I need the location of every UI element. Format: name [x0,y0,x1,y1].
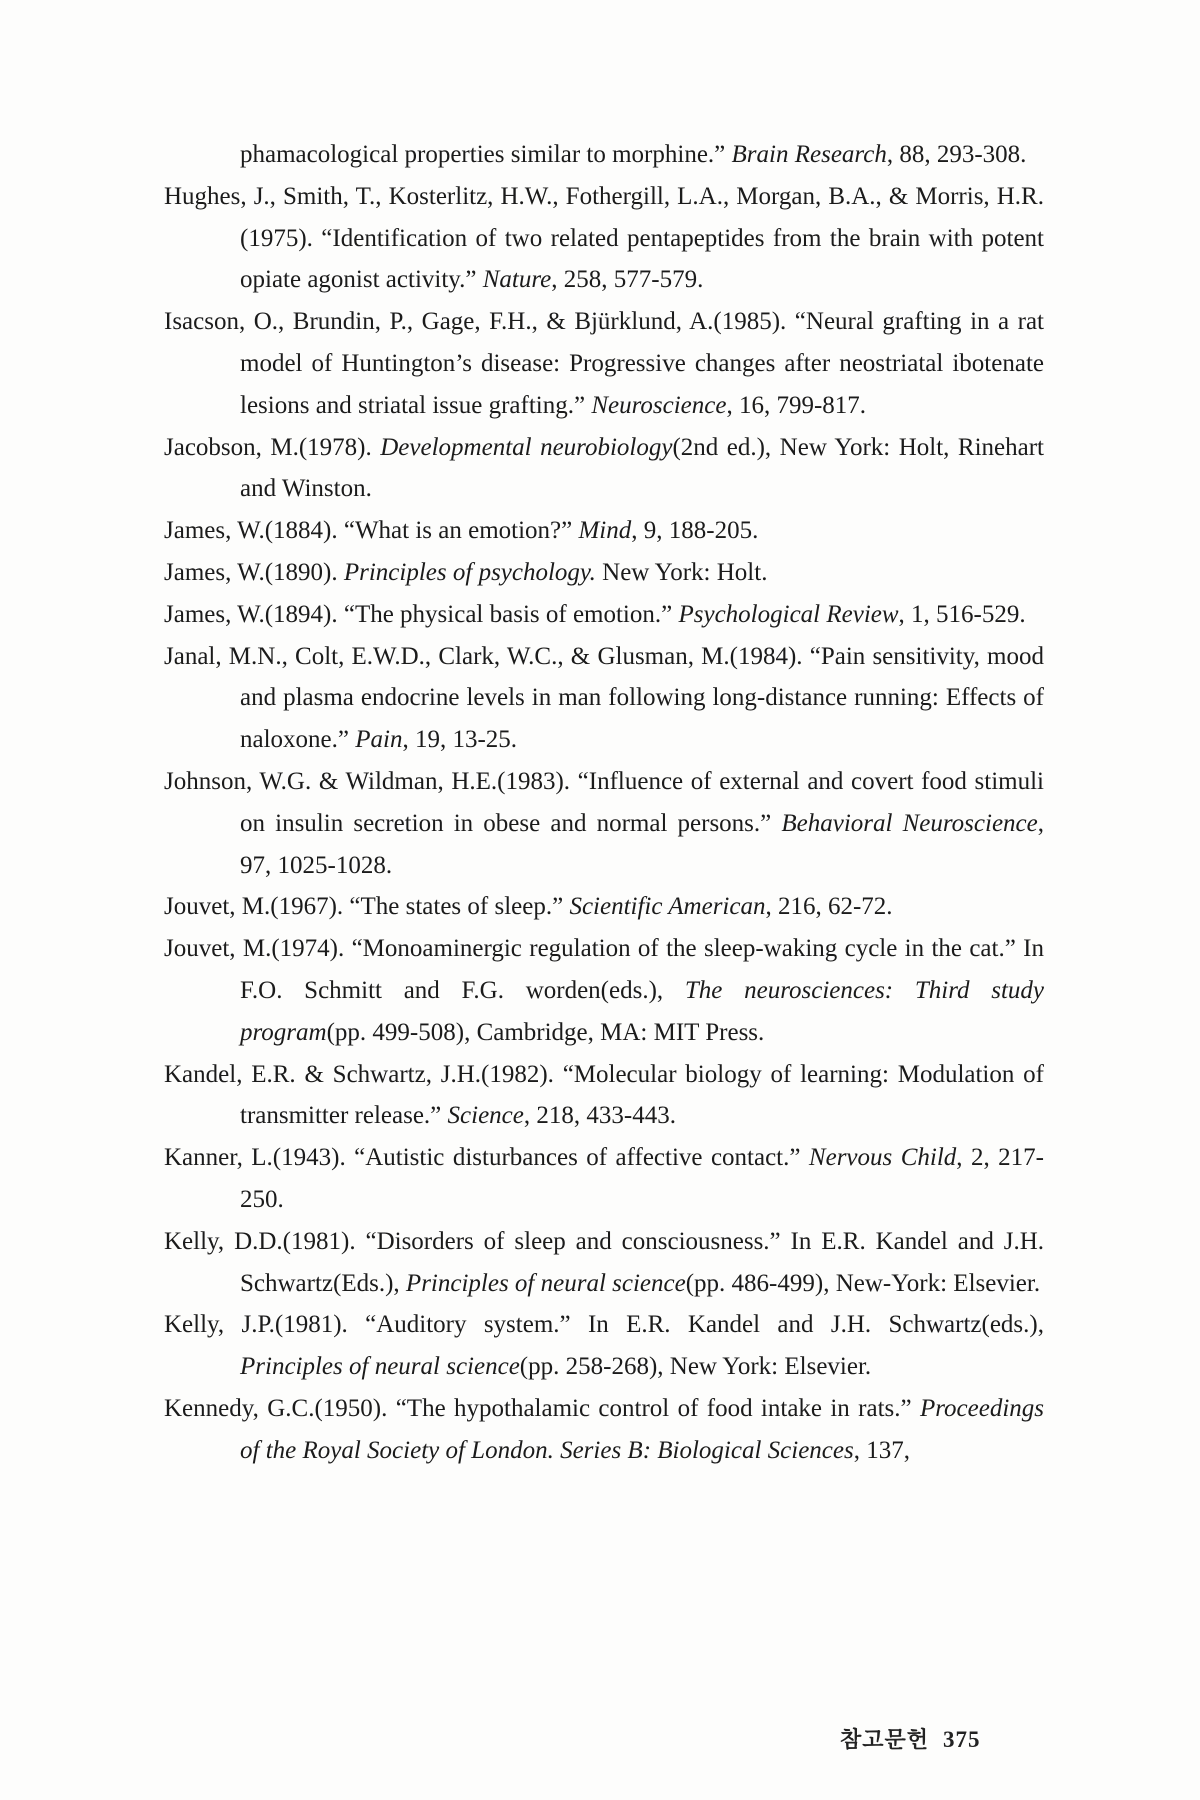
reference-entry: Kelly, J.P.(1981). “Auditory system.” In E.R. Kandel and J.H. Schwartz(eds.), Principles of neural science(pp. 258-268), New York: Elsevier. [164,1311,1044,1381]
reference-entry: Johnson, W.G. & Wildman, H.E.(1983). “Influence of external and covert food stimuli on insulin secretion in obese and normal persons.” Behavioral Neuroscience, 97, 1025-1028. [164,767,1044,879]
reference-entry: Kelly, D.D.(1981). “Disorders of sleep and consciousness.” In E.R. Kandel and J.H. Schwartz(Eds.), Principles of neural science(pp. 486-499), New-York: Elsevier. [164,1227,1044,1297]
reference-list [164,134,1044,1472]
reference-entry: Kandel, E.R. & Schwartz, J.H.(1982). “Molecular biology of learning: Modulation of transmitter release.” Science, 218, 433-443. [164,1060,1044,1130]
reference-entry: Janal, M.N., Colt, E.W.D., Clark, W.C., & Glusman, M.(1984). “Pain sensitivity, mood and plasma endocrine levels in man following long-distance running: Effects of naloxone.” Pain, 19, 13-25. [164,642,1044,754]
reference-entry: Kanner, L.(1943). “Autistic disturbances of affective contact.” Nervous Child, 2, 217-250. [164,1144,1044,1213]
reference-entry: James, W.(1890). Principles of psychology. New York: Holt. [164,558,768,586]
reference-entry: Hughes, J., Smith, T., Kosterlitz, H.W., Fothergill, L.A., Morgan, B.A., & Morris, H.R.(1975). “Identification of two related pentapeptides from the brain with potent opiate agonist activity.” Nature, 258, 577-579. [164,182,1044,294]
reference-entry: phamacological properties similar to morphine.” Brain Research, 88, 293-308. [240,141,1027,168]
reference-entry: Jacobson, M.(1978). Developmental neurobiology(2nd ed.), New York: Holt, Rinehart and Winston. [164,433,1044,503]
reference-entry: Jouvet, M.(1974). “Monoaminergic regulation of the sleep-waking cycle in the cat.” In F.O. Schmitt and F.G. worden(eds.), The neurosciences: Third study program(pp. 499-508), Cambridge, MA: MIT Press. [164,935,1045,1046]
page-number: 375 [943,1727,981,1752]
section-title: 참고문헌 [840,1728,930,1753]
reference-entry: James, W.(1894). “The physical basis of emotion.” Psychological Review, 1, 516-529. [164,600,1026,628]
reference-entry: Kennedy, G.C.(1950). “The hypothalamic control of food intake in rats.” Proceedings of the Royal Society of London. Series B: Biological Sciences, 137, [164,1394,1044,1464]
reference-entry: James, W.(1884). “What is an emotion?” Mind, 9, 188-205. [164,517,759,545]
reference-entry: Jouvet, M.(1967). “The states of sleep.” Scientific American, 216, 62-72. [164,893,893,921]
reference-entry: Isacson, O., Brundin, P., Gage, F.H., & Bjürklund, A.(1985). “Neural grafting in a rat model of Huntington’s disease: Progressive changes after neostriatal ibotenate lesions and striatal issue grafting.” Neuroscience, 16, 799-817. [164,308,1044,419]
page-footer [840,1723,981,1754]
